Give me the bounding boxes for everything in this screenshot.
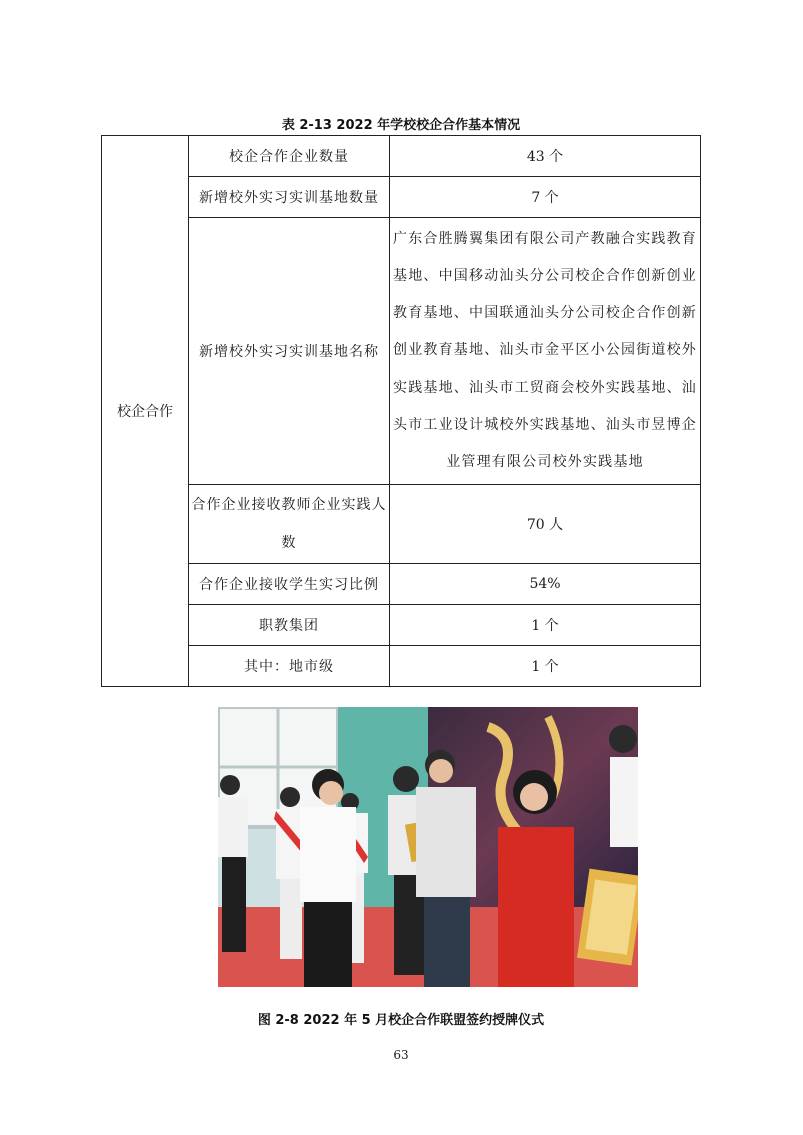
table-caption: 表 2-13 2022 年学校校企合作基本情况 bbox=[281, 118, 521, 133]
row-value: 54% bbox=[390, 564, 701, 605]
table-row bbox=[102, 177, 701, 218]
row-value: 1 个 bbox=[390, 605, 701, 646]
table-row bbox=[102, 218, 701, 485]
row-value: 7 个 bbox=[390, 177, 701, 218]
table-row bbox=[102, 564, 701, 605]
table-row bbox=[102, 485, 701, 564]
row-label: 职教集团 bbox=[189, 605, 390, 646]
row-label: 新增校外实习实训基地名称 bbox=[189, 218, 390, 485]
row-label: 合作企业接收学生实习比例 bbox=[189, 564, 390, 605]
row-value: 43 个 bbox=[390, 136, 701, 177]
row-label: 其中：地市级 bbox=[189, 646, 390, 687]
category-cell: 校企合作 bbox=[102, 136, 189, 687]
row-label: 新增校外实习实训基地数量 bbox=[189, 177, 390, 218]
ceremony-photo bbox=[218, 707, 638, 987]
school-enterprise-cooperation-table bbox=[101, 135, 701, 687]
row-label: 校企合作企业数量 bbox=[189, 136, 390, 177]
page-number: 63 bbox=[393, 1048, 409, 1062]
row-value: 1 个 bbox=[390, 646, 701, 687]
table-row bbox=[102, 646, 701, 687]
table-row bbox=[102, 605, 701, 646]
row-value: 70 人 bbox=[390, 485, 701, 564]
table-row bbox=[102, 136, 701, 177]
base-names-value: 广东合胜腾翼集团有限公司产教融合实践教育基地、中国移动汕头分公司校企合作创新创业教育基地、中国联通汕头分公司校企合作创新创业教育基地、汕头市金平区小公园街道校外实践基地、汕头市工贸商会校外实践基地、汕头市工业设计城校外实践基地、汕头市昱博企业管理有限公司校外实践基地 bbox=[390, 218, 701, 485]
row-label: 合作企业接收教师企业实践人数 bbox=[189, 485, 390, 564]
figure-caption: 图 2-8 2022 年 5 月校企合作联盟签约授牌仪式 bbox=[257, 1013, 545, 1028]
